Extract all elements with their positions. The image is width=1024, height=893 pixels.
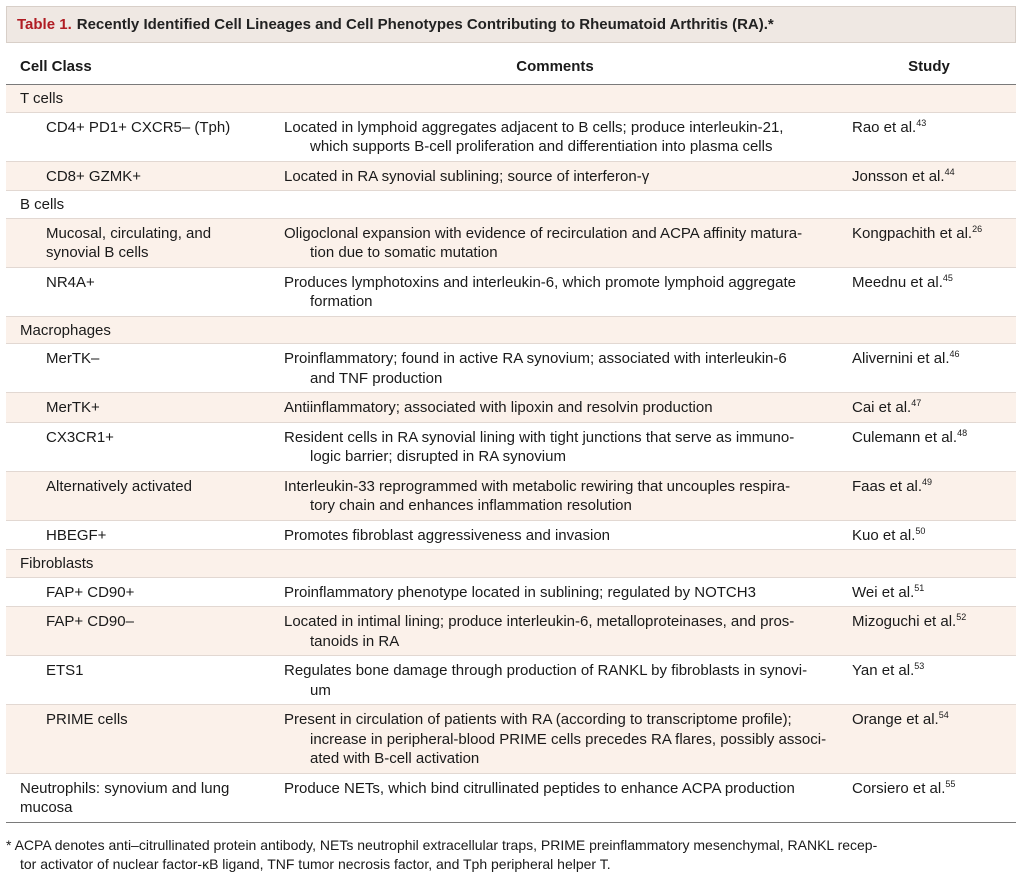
study-reference: 46 (949, 349, 960, 359)
comment-line: and TNF production (310, 369, 443, 387)
comment-line: Proinflammatory; found in active RA synovium; associated with interleukin-6 (284, 350, 787, 367)
cell-class-line: PRIME cells (46, 711, 128, 728)
cell-class-line: HBEGF+ (46, 526, 107, 544)
group-row (6, 550, 1016, 578)
cell-class-line: NR4A+ (46, 273, 95, 291)
cell-class-cell (6, 520, 268, 550)
cell-class-cell (6, 422, 268, 471)
comments-cell (268, 656, 842, 705)
study-author: Culemann et al. (852, 428, 958, 446)
cell-class-line: Alternatively activated (46, 477, 192, 495)
study-reference: 45 (942, 272, 953, 283)
cell-class-line: MerTK+ (46, 399, 100, 416)
comment-line: tanoids in RA (310, 632, 400, 650)
table-footnote (6, 836, 1016, 874)
study-reference: 26 (972, 223, 983, 234)
cell-class-line: FAP+ CD90+ (46, 583, 135, 601)
cell-class-cell (6, 607, 268, 656)
comment-line: formation (310, 293, 373, 310)
comment-line: ated with B-cell activation (310, 750, 480, 767)
study-cell (842, 161, 1016, 191)
study-cell (842, 471, 1016, 520)
study-author: Orange et al. (852, 711, 939, 728)
comment-line: Antiinflammatory; associated with lipoxin and resolvin production (284, 399, 713, 416)
study-reference: 53 (914, 661, 925, 671)
table-row (6, 773, 1016, 822)
study-reference: 49 (922, 476, 933, 487)
cell-class-cell (6, 471, 268, 520)
table-row (6, 422, 1016, 471)
cell-class-cell (6, 393, 268, 423)
cell-class-line: MerTK– (46, 350, 100, 367)
table-row (6, 267, 1016, 316)
study-reference: 44 (944, 166, 955, 177)
study-reference: 51 (914, 582, 925, 593)
comment-line: Proinflammatory phenotype located in sublining; regulated by NOTCH3 (284, 583, 756, 601)
study-reference: 52 (956, 612, 967, 622)
header-study: Study (842, 50, 1016, 85)
cell-class-cell (6, 218, 268, 267)
cell-class-line: CD8+ GZMK+ (46, 167, 142, 185)
cell-class-cell (6, 344, 268, 393)
study-author: Corsiero et al. (852, 779, 946, 797)
cell-class-line: Neutrophils: synovium and lung (20, 779, 230, 797)
cell-class-cell (6, 656, 268, 705)
cell-class-cell (6, 577, 268, 607)
study-author: Wei et al. (852, 583, 915, 601)
study-author: Yan et al. (852, 662, 915, 679)
comment-line: logic barrier; disrupted in RA synovium (310, 448, 566, 465)
study-cell (842, 773, 1016, 822)
cell-class-line: Mucosal, circulating, and (46, 224, 212, 242)
cell-class-line: CX3CR1+ (46, 428, 114, 446)
table-body (6, 85, 1016, 823)
comments-cell (268, 267, 842, 316)
table-row (6, 471, 1016, 520)
cell-class-cell (6, 705, 268, 774)
comments-cell (268, 393, 842, 423)
study-cell (842, 267, 1016, 316)
study-cell (842, 393, 1016, 423)
study-author: Alivernini et al. (852, 350, 950, 367)
study-reference: 43 (916, 117, 927, 128)
study-cell (842, 422, 1016, 471)
table-row (6, 344, 1016, 393)
group-heading: Macrophages (6, 316, 1016, 344)
study-reference: 54 (938, 710, 949, 720)
header-comments: Comments (268, 50, 842, 85)
comments-cell (268, 112, 842, 161)
table-label: Table 1. (17, 16, 72, 33)
comments-cell (268, 773, 842, 822)
table-row (6, 393, 1016, 423)
study-cell (842, 656, 1016, 705)
group-row (6, 191, 1016, 219)
comment-line: um (310, 681, 331, 699)
comments-cell (268, 520, 842, 550)
table-row (6, 656, 1016, 705)
footnote-line: tor activator of nuclear factor-κB ligand, TNF tumor necrosis factor, and Tph peripheral helper T. (20, 856, 611, 872)
group-heading: T cells (6, 85, 1016, 113)
study-author: Jonsson et al. (852, 167, 945, 185)
comment-line: Promotes fibroblast aggressiveness and invasion (284, 526, 611, 544)
study-cell (842, 520, 1016, 550)
cell-lineage-table (6, 50, 1016, 823)
cell-class-line: FAP+ CD90– (46, 613, 134, 630)
comment-line: increase in peripheral-blood PRIME cells precedes RA flares, possibly associ- (310, 730, 827, 748)
study-author: Rao et al. (852, 118, 917, 136)
cell-class-line: synovial B cells (46, 244, 149, 261)
table-title: Recently Identified Cell Lineages and Cell Phenotypes Contributing to Rheumatoid Arthritis (RA).* (76, 16, 774, 33)
study-cell (842, 344, 1016, 393)
study-cell (842, 218, 1016, 267)
comment-line: Regulates bone damage through production of RANKL by fibroblasts in synovi- (284, 662, 808, 679)
study-reference: 47 (911, 398, 922, 408)
table-title-bar (6, 6, 1016, 43)
cell-class-cell (6, 773, 268, 822)
comment-line: Oligoclonal expansion with evidence of recirculation and ACPA affinity matura- (284, 224, 803, 242)
study-author: Meednu et al. (852, 273, 943, 291)
comment-line: Resident cells in RA synovial lining with tight junctions that serve as immuno- (284, 428, 795, 446)
comments-cell (268, 218, 842, 267)
table-row (6, 520, 1016, 550)
comment-line: Produce NETs, which bind citrullinated peptides to enhance ACPA production (284, 779, 795, 797)
group-heading: Fibroblasts (6, 550, 1016, 578)
comment-line: Located in lymphoid aggregates adjacent to B cells; produce interleukin-21, (284, 118, 784, 136)
comment-line: tion due to somatic mutation (310, 244, 498, 261)
cell-class-cell (6, 161, 268, 191)
header-row (6, 50, 1016, 85)
comment-line: tory chain and enhances inflammation resolution (310, 497, 632, 514)
study-author: Mizoguchi et al. (852, 613, 957, 630)
cell-class-cell (6, 112, 268, 161)
study-reference: 50 (915, 525, 926, 536)
study-cell (842, 607, 1016, 656)
comments-cell (268, 161, 842, 191)
group-row (6, 316, 1016, 344)
study-author: Cai et al. (852, 399, 912, 416)
cell-class-line: mucosa (20, 799, 73, 816)
comments-cell (268, 344, 842, 393)
group-heading: B cells (6, 191, 1016, 219)
study-cell (842, 112, 1016, 161)
table-row (6, 705, 1016, 774)
header-cell-class: Cell Class (6, 50, 268, 85)
cell-class-line: ETS1 (46, 662, 84, 679)
cell-class-line: CD4+ PD1+ CXCR5– (Tph) (46, 118, 231, 136)
table-row (6, 577, 1016, 607)
comments-cell (268, 607, 842, 656)
study-cell (842, 705, 1016, 774)
footnote-line: * ACPA denotes anti–citrullinated protein antibody, NETs neutrophil extracellular traps, PRIME preinflammatory mesenchymal, RANKL recep- (6, 837, 878, 853)
comment-line: Interleukin-33 reprogrammed with metabolic rewiring that uncouples respira- (284, 477, 791, 495)
comment-line: Produces lymphotoxins and interleukin-6, which promote lymphoid aggregate (284, 273, 796, 291)
table-row (6, 218, 1016, 267)
comments-cell (268, 577, 842, 607)
comment-line: Located in RA synovial sublining; source of interferon-γ (284, 167, 650, 185)
table-row (6, 161, 1016, 191)
study-reference: 55 (945, 778, 956, 789)
study-reference: 48 (957, 427, 968, 438)
study-cell (842, 577, 1016, 607)
table-row (6, 112, 1016, 161)
comment-line: Located in intimal lining; produce interleukin-6, metalloproteinases, and pros- (284, 613, 795, 630)
study-author: Faas et al. (852, 477, 923, 495)
comments-cell (268, 471, 842, 520)
study-author: Kongpachith et al. (852, 224, 973, 242)
comments-cell (268, 422, 842, 471)
comments-cell (268, 705, 842, 774)
study-author: Kuo et al. (852, 526, 916, 544)
comment-line: which supports B-cell proliferation and differentiation into plasma cells (310, 138, 773, 155)
comment-line: Present in circulation of patients with RA (according to transcriptome profile); (284, 711, 792, 728)
cell-class-cell (6, 267, 268, 316)
table-row (6, 607, 1016, 656)
group-row (6, 85, 1016, 113)
